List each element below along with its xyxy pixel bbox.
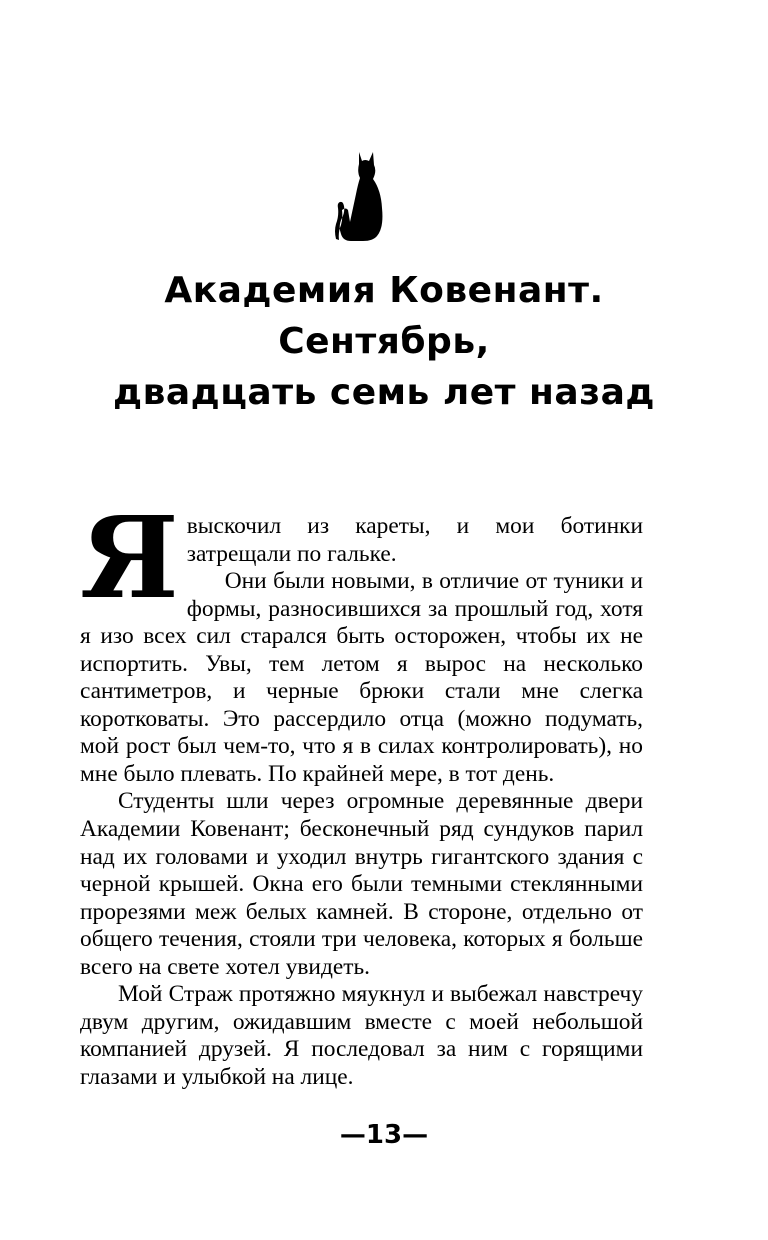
paragraph-2: Они были новыми, в отличие от туники и формы, разносившихся за прошлый год, хотя я изо всех сил старался быть осторожен, чтобы их не испортить. Увы, тем летом я вырос на несколько сантиметров, и черные брюки стали мне слегка коротковаты. Это рассердило отца (можно подумать, мой рост был чем-то, что я в силах контролировать), но мне было плевать. По крайней мере, в тот день. (80, 568, 643, 787)
paragraph-1 (80, 493, 643, 624)
chapter-title-line-3: двадцать семь лет назад (113, 372, 655, 413)
chapter-title-line-2: Сентябрь, (278, 321, 490, 362)
drop-cap: Я (80, 493, 179, 624)
page-number: —13— (339, 1120, 429, 1150)
chapter-title (60, 265, 708, 418)
paragraph-4: Мой Страж протяжно мяукнул и выбежал навстречу двум другим, ожидавшим вместе с моей небольшой компанией друзей. Я последовал за ним с горящими глазами и улыбкой на лице. (80, 981, 643, 1090)
black-cat-icon (333, 146, 389, 242)
chapter-title-line-1: Академия Ковенант. (164, 270, 604, 311)
paragraph-3: Студенты шли через огромные деревянные двери Академии Ковенант; бесконечный ряд сундуков парил над их головами и уходил внутрь гигантского здания с черной крышей. Окна его были темными стеклянными прорезями меж белых камней. В стороне, отдельно от общего течения, стояли три человека, которых я больше всего на свете хотел увидеть. (80, 788, 643, 980)
chapter-body (80, 493, 643, 1091)
paragraph-1-text: выскочил из кареты, и мои ботинки затрещали по гальке. (186, 513, 643, 567)
